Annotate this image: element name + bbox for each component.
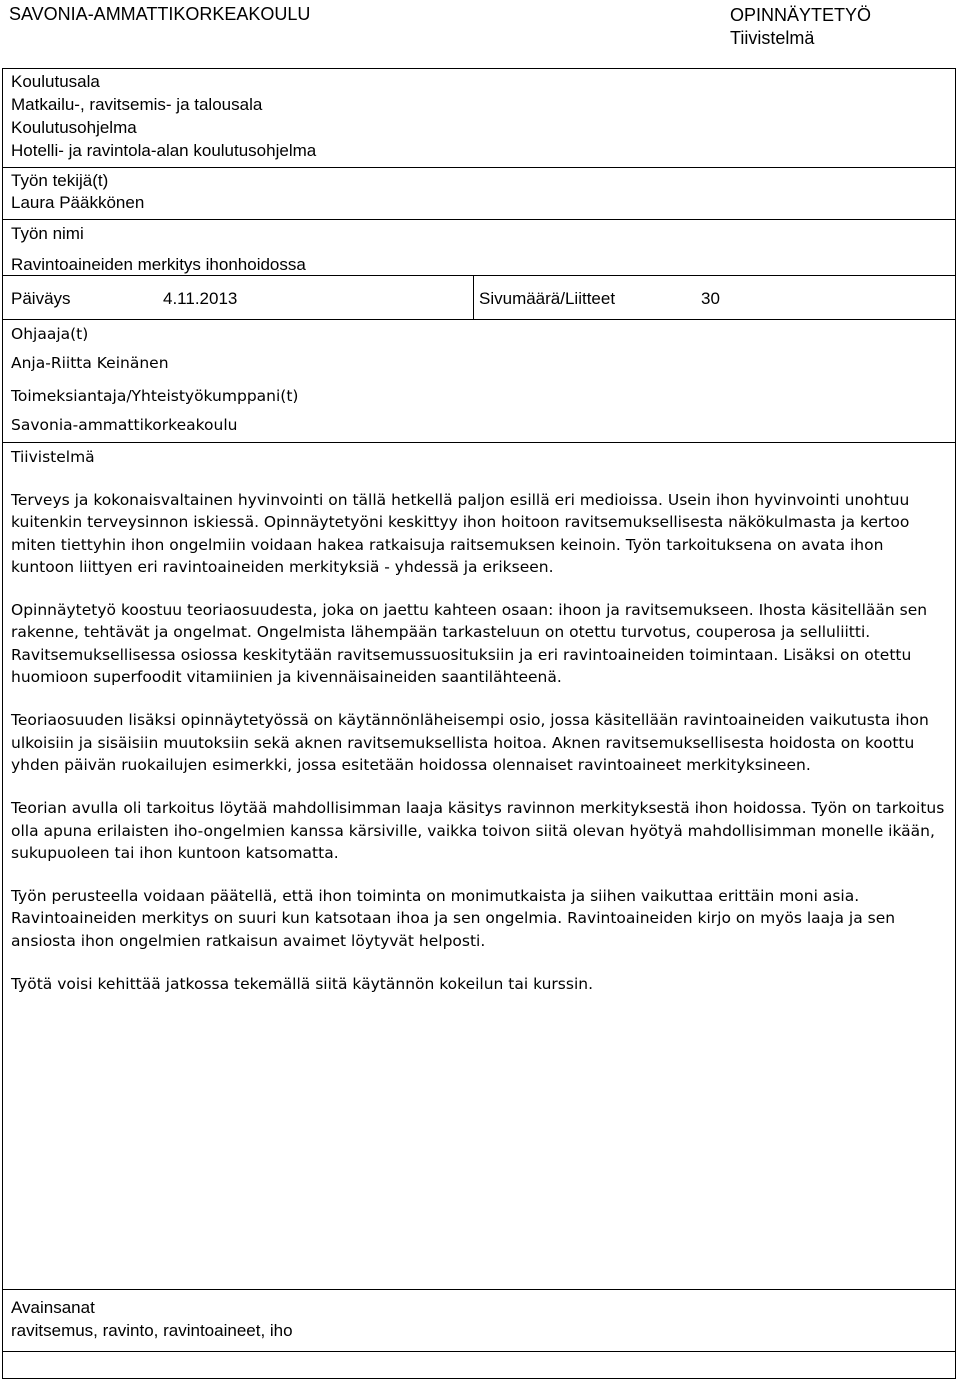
- field-of-study-label: Koulutusala: [11, 72, 100, 91]
- commissioner-label: Toimeksiantaja/Yhteistyökumppani(t): [11, 387, 299, 405]
- abstract-form: [2, 68, 956, 1379]
- document-type-subtitle: Tiivistelmä: [730, 28, 815, 48]
- abstract-body: [11, 489, 951, 1016]
- date-label: Päiväys: [11, 289, 71, 308]
- abstract-label: Tiivistelmä: [11, 448, 95, 466]
- degree-programme-value: Hotelli- ja ravintola-alan koulutusohjelma: [11, 141, 317, 160]
- thesis-title-value: Ravintoaineiden merkitys ihonhoidossa: [11, 255, 306, 274]
- divider: [3, 1351, 955, 1352]
- degree-programme-label: Koulutusohjelma: [11, 118, 137, 137]
- author-value: Laura Pääkkönen: [11, 193, 145, 212]
- field-of-study-value: Matkailu-, ravitsemis- ja talousala: [11, 95, 263, 114]
- divider: [3, 1289, 955, 1290]
- abstract-paragraph: Työtä voisi kehittää jatkossa tekemällä siitä käytännön kokeilun tai kurssin.: [11, 975, 594, 994]
- abstract-paragraph: Työn perusteella voidaan päätellä, että ihon toiminta on monimutkaista ja siihen vaikuttaa erittäin moni asia. Ravintoaineiden merkitys on suuri kun katsotaan ihoa ja sen ongelmia. Ravintoaineiden kirjo on myös laaja ja sen ansiosta ihon ongelmien ratkaisun avaimet löytyvät helposti.: [11, 887, 896, 950]
- page-count-value: 30: [701, 289, 720, 308]
- divider: [3, 219, 955, 220]
- divider: [3, 167, 955, 168]
- supervisor-label: Ohjaaja(t): [11, 325, 89, 343]
- document-type: [730, 4, 871, 50]
- abstract-paragraph: Teorian avulla oli tarkoitus löytää mahdollisimman laaja käsitys ravinnon merkityksestä ihon hoidossa. Työn on tarkoitus olla apuna erilaisten iho-ongelmien kanssa kärsiville, vaikka toivon siitä olevan hyötyä mahdollisimman monelle ikään, sukupuoleen tai ihon kuntoon katsomatta.: [11, 799, 945, 862]
- institution-name: SAVONIA-AMMATTIKORKEAKOULU: [9, 4, 311, 24]
- commissioner-value: Savonia-ammattikorkeakoulu: [11, 416, 238, 434]
- keywords-label: Avainsanat: [11, 1298, 95, 1317]
- divider: [3, 442, 955, 443]
- author-label: Työn tekijä(t): [11, 171, 109, 190]
- supervisor-value: Anja-Riitta Keinänen: [11, 354, 169, 372]
- thesis-title-label: Työn nimi: [11, 224, 84, 243]
- abstract-paragraph: Opinnäytetyö koostuu teoriaosuudesta, joka on jaettu kahteen osaan: ihoon ja ravitsemukseen. Ihosta käsitellään sen rakenne, tehtävät ja ongelmat. Ongelmista lähempään tarkasteluun on otettu turvotus, couperosa ja selluliitti. Ravitsemuksellisessa osiossa keskitytään ravitsemussuosituksiin ja eri ravintoaineiden toimintaan. Lisäksi on otettu huomioon superfoodit vitamiinien ja kivennäisaineiden saantilähteenä.: [11, 601, 928, 687]
- divider: [3, 319, 955, 320]
- date-value: 4.11.2013: [163, 289, 238, 308]
- page-count-label: Sivumäärä/Liitteet: [479, 289, 616, 308]
- abstract-paragraph: Teoriaosuuden lisäksi opinnäytetyössä on käytännönläheisempi osio, jossa käsitellään ravintoaineiden vaikutusta ihon ulkoisiin ja sisäisiin muutoksiin sekä aknen ravitsemuksellista hoitoa. Aknen ravitsemuksellisesta hoidosta on koottu yhden päivän ruokailujen esimerkki, jossa esitetään hoidossa olennaiset ravintoaineet merkityksineen.: [11, 711, 929, 774]
- document-type-title: OPINNÄYTETYÖ: [730, 5, 872, 25]
- divider: [473, 275, 474, 319]
- abstract-paragraph: Terveys ja kokonaisvaltainen hyvinvointi on tällä hetkellä paljon esillä eri medioissa. Usein ihon hyvinvointi unohtuu kuitenkin terveysinnon iskiessä. Opinnäytetyöni keskittyy ihon hoitoon ravitsemuksellisesta näkökulmasta ja kertoo miten tiettyhin ihon ongelmiin voidaan hakea ratkaisuja raitsemuksen keinoin. Työn tarkoituksena on avata ihon kuntoon liittyen eri ravintoaineiden merkityksiä - yhdessä ja erikseen.: [11, 491, 910, 576]
- keywords-value: ravitsemus, ravinto, ravintoaineet, iho: [11, 1321, 293, 1340]
- divider: [3, 275, 955, 276]
